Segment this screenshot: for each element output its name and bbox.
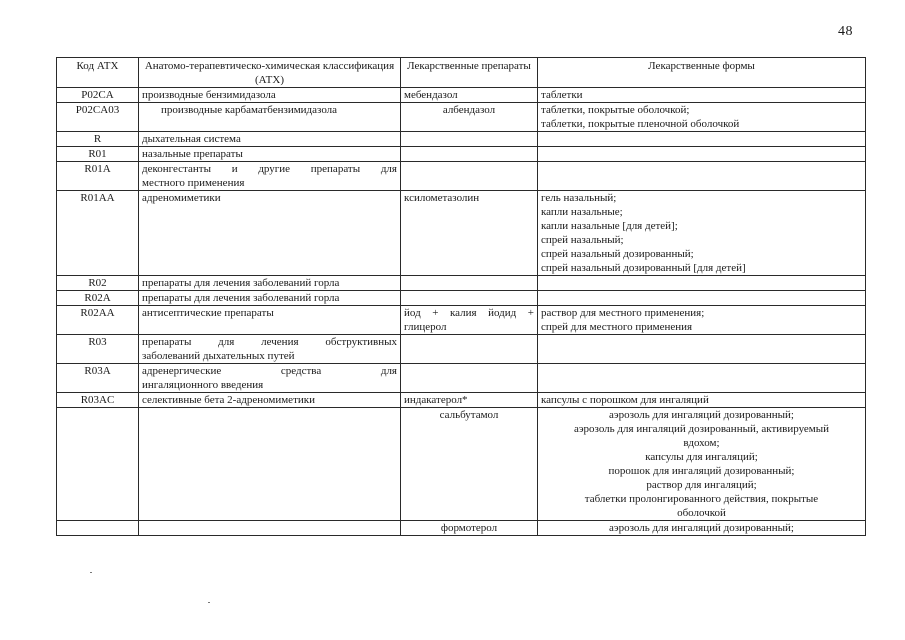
form-line: аэрозоль для ингаляций дозированный; [609, 522, 794, 534]
row-code [57, 408, 139, 521]
row-code [57, 521, 139, 536]
table-row [57, 521, 866, 536]
row-classification: препараты для лечения заболеваний горла [139, 291, 401, 306]
form-line: раствор для местного применения; [541, 307, 705, 319]
row-drug [401, 306, 538, 335]
form-line: вдохом; [683, 437, 720, 449]
table-row [57, 191, 866, 276]
form-line: капсулы с порошком для ингаляций [541, 394, 709, 406]
row-classification [139, 335, 401, 364]
header-forms: Лекарственные формы [538, 58, 866, 88]
row-drug [401, 147, 538, 162]
row-code: R02A [57, 291, 139, 306]
form-line: раствор для ингаляций; [646, 479, 757, 491]
table-row [57, 88, 866, 103]
row-drug: ксилометазолин [401, 191, 538, 276]
form-line: порошок для ингаляций дозированный; [608, 465, 795, 477]
row-forms [538, 162, 866, 191]
form-line: спрей назальный дозированный; [541, 248, 694, 260]
class-line: местного применения [142, 177, 245, 189]
class-line: адренергические средства для [142, 365, 397, 377]
form-line: спрей назальный дозированный [для детей] [541, 262, 746, 274]
table-row [57, 364, 866, 393]
row-classification [139, 364, 401, 393]
row-forms [538, 147, 866, 162]
form-line: таблетки, покрытые пленочной оболочкой [541, 118, 740, 130]
row-forms [538, 521, 866, 536]
table-header-row [57, 58, 866, 88]
row-drug: сальбутамол [401, 408, 538, 521]
form-line: спрей назальный; [541, 234, 624, 246]
row-forms [538, 88, 866, 103]
row-classification: антисептические препараты [139, 306, 401, 335]
row-drug: албендазол [401, 103, 538, 132]
row-code: R01AA [57, 191, 139, 276]
row-forms [538, 191, 866, 276]
row-drug [401, 162, 538, 191]
form-line: таблетки пролонгированного действия, покрытые [584, 493, 819, 505]
table-row [57, 291, 866, 306]
form-line: аэрозоль для ингаляций дозированный; [609, 409, 794, 421]
header-classification: Анатомо-терапевтическо-химическая классификация (АТХ) [139, 58, 401, 88]
row-forms [538, 291, 866, 306]
row-drug [401, 132, 538, 147]
table-row [57, 306, 866, 335]
row-code: R02 [57, 276, 139, 291]
scan-speck [90, 572, 92, 573]
row-classification: адреномиметики [139, 191, 401, 276]
table-row [57, 408, 866, 521]
form-line: гель назальный; [541, 192, 617, 204]
row-drug [401, 291, 538, 306]
class-line: деконгестанты и другие препараты для [142, 163, 397, 175]
drug-line: глицерол [404, 321, 447, 333]
row-forms [538, 335, 866, 364]
row-forms [538, 408, 866, 521]
scan-speck [208, 602, 210, 603]
row-forms [538, 132, 866, 147]
form-line: оболочкой [677, 507, 726, 519]
row-forms [538, 103, 866, 132]
row-forms [538, 393, 866, 408]
drug-line: йод + калия йодид + [404, 307, 534, 319]
page-number: 48 [838, 24, 853, 39]
row-code: R03 [57, 335, 139, 364]
table-row [57, 132, 866, 147]
row-drug [401, 335, 538, 364]
row-code: R01 [57, 147, 139, 162]
form-line: капли назальные [для детей]; [541, 220, 678, 232]
class-line: препараты для лечения обструктивных [142, 336, 397, 348]
row-classification: дыхательная система [139, 132, 401, 147]
class-line: ингаляционного введения [142, 379, 264, 391]
row-classification: производные карбаматбензимидазола [139, 103, 401, 132]
row-forms [538, 276, 866, 291]
row-classification: препараты для лечения заболеваний горла [139, 276, 401, 291]
header-code: Код АТХ [57, 58, 139, 88]
row-classification: производные бензимидазола [139, 88, 401, 103]
row-code: P02CA [57, 88, 139, 103]
row-code: R03A [57, 364, 139, 393]
class-line: заболеваний дыхательных путей [142, 350, 295, 362]
row-drug [401, 364, 538, 393]
row-classification: селективные бета 2-адреномиметики [139, 393, 401, 408]
atx-table [56, 57, 866, 536]
row-classification [139, 521, 401, 536]
form-line: спрей для местного применения [541, 321, 693, 333]
form-line: таблетки [541, 89, 583, 101]
table-row [57, 393, 866, 408]
row-code: R01A [57, 162, 139, 191]
row-forms [538, 306, 866, 335]
row-forms [538, 364, 866, 393]
row-drug: мебендазол [401, 88, 538, 103]
header-drugs: Лекарственные препараты [401, 58, 538, 88]
table-row [57, 276, 866, 291]
row-code: R [57, 132, 139, 147]
form-line: капли назальные; [541, 206, 623, 218]
table-row [57, 147, 866, 162]
form-line: таблетки, покрытые оболочкой; [541, 104, 690, 116]
row-classification: назальные препараты [139, 147, 401, 162]
row-classification [139, 162, 401, 191]
form-line: капсулы для ингаляций; [645, 451, 758, 463]
form-line: аэрозоль для ингаляций дозированный, активируемый [573, 423, 830, 435]
row-code: R03AC [57, 393, 139, 408]
row-classification [139, 408, 401, 521]
table-row [57, 103, 866, 132]
row-drug [401, 276, 538, 291]
row-drug: формотерол [401, 521, 538, 536]
row-code: P02CA03 [57, 103, 139, 132]
table-row [57, 335, 866, 364]
table-row [57, 162, 866, 191]
row-code: R02AA [57, 306, 139, 335]
row-drug: индакатерол* [401, 393, 538, 408]
